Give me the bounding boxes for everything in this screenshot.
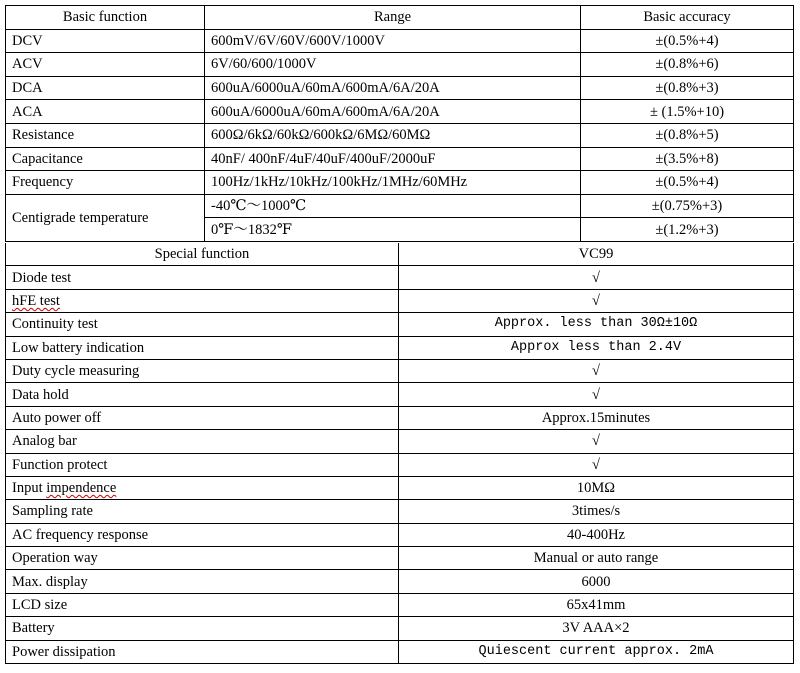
table-header-row [6,243,794,266]
table-header-row [6,6,794,30]
table-row [6,289,794,312]
range-cell: 600uA/6000uA/60mA/600mA/6A/20A [205,76,581,100]
check-mark: √ [399,453,794,476]
range-cell: 600mV/6V/60V/600V/1000V [205,29,581,53]
basic-function-table [5,5,794,242]
table-row [6,76,794,100]
accuracy-cell: ±(0.5%+4) [581,171,794,195]
function-cell: Frequency [6,171,205,195]
function-cell: Battery [6,617,399,640]
value-cell: Approx.15minutes [399,406,794,429]
spellcheck-word: hFE test [12,292,60,309]
table-row [6,570,794,593]
function-cell: Capacitance [6,147,205,171]
value-cell: 40-400Hz [399,523,794,546]
function-cell: ACA [6,100,205,124]
range-cell: 40nF/ 400nF/4uF/40uF/400uF/2000uF [205,147,581,171]
table-row [6,547,794,570]
table-row [6,29,794,53]
value-cell: Approx. less than 30Ω±10Ω [399,313,794,336]
function-cell: AC frequency response [6,523,399,546]
accuracy-cell: ±(0.5%+4) [581,29,794,53]
range-cell: 0℉～1832℉ [205,218,581,242]
header-basic-accuracy: Basic accuracy [581,6,794,30]
table-row [6,500,794,523]
function-cell: Analog bar [6,430,399,453]
table-row [6,406,794,429]
header-basic-function: Basic function [6,6,205,30]
value-cell: Approx less than 2.4V [399,336,794,359]
table-row [6,453,794,476]
function-cell: Diode test [6,266,399,289]
table-row [6,359,794,382]
function-cell: Auto power off [6,406,399,429]
function-cell: Low battery indication [6,336,399,359]
value-cell: 3times/s [399,500,794,523]
range-cell: 600Ω/6kΩ/60kΩ/600kΩ/6MΩ/60MΩ [205,123,581,147]
table-row [6,171,794,195]
function-cell: DCV [6,29,205,53]
function-cell: Operation way [6,547,399,570]
check-mark: √ [399,266,794,289]
function-cell: Power dissipation [6,640,399,663]
function-cell: Continuity test [6,313,399,336]
accuracy-cell: ±(0.8%+3) [581,76,794,100]
table-row [6,313,794,336]
function-cell: Duty cycle measuring [6,359,399,382]
accuracy-cell: ±(1.2%+3) [581,218,794,242]
table-row [6,336,794,359]
accuracy-cell: ±(0.8%+5) [581,123,794,147]
value-cell: Quiescent current approx. 2mA [399,640,794,663]
accuracy-cell: ±(3.5%+8) [581,147,794,171]
table-row [6,100,794,124]
table-row [6,123,794,147]
check-mark: √ [399,383,794,406]
function-cell [6,476,399,499]
table-row [6,266,794,289]
table-row [6,430,794,453]
special-function-table [5,243,794,664]
table-row [6,617,794,640]
function-cell: Sampling rate [6,500,399,523]
table-row [6,593,794,616]
function-cell: Function protect [6,453,399,476]
function-cell: Data hold [6,383,399,406]
header-range: Range [205,6,581,30]
header-model: VC99 [399,243,794,266]
spellcheck-word: impendence [46,480,117,497]
value-cell: 10MΩ [399,476,794,499]
table-row [6,53,794,77]
function-cell [6,289,399,312]
range-cell: 6V/60/600/1000V [205,53,581,77]
value-cell: 3V AAA×2 [399,617,794,640]
table-row [6,147,794,171]
table-row [6,383,794,406]
function-cell: LCD size [6,593,399,616]
value-cell: 65x41mm [399,593,794,616]
check-mark: √ [399,289,794,312]
accuracy-cell: ±(0.75%+3) [581,194,794,218]
function-cell-temperature: Centigrade temperature [6,194,205,241]
accuracy-cell: ±(0.8%+6) [581,53,794,77]
header-special-function: Special function [6,243,399,266]
accuracy-cell: ± (1.5%+10) [581,100,794,124]
table-row [6,523,794,546]
function-cell: ACV [6,53,205,77]
check-mark: √ [399,359,794,382]
function-cell: Resistance [6,123,205,147]
value-cell: 6000 [399,570,794,593]
function-label: Input [12,480,47,497]
table-row [6,476,794,499]
range-cell: 600uA/6000uA/60mA/600mA/6A/20A [205,100,581,124]
range-cell: 100Hz/1kHz/10kHz/100kHz/1MHz/60MHz [205,171,581,195]
table-row [6,194,794,218]
value-cell: Manual or auto range [399,547,794,570]
check-mark: √ [399,430,794,453]
range-cell: -40℃～1000℃ [205,194,581,218]
function-cell: DCA [6,76,205,100]
function-cell: Max. display [6,570,399,593]
table-row [6,640,794,663]
